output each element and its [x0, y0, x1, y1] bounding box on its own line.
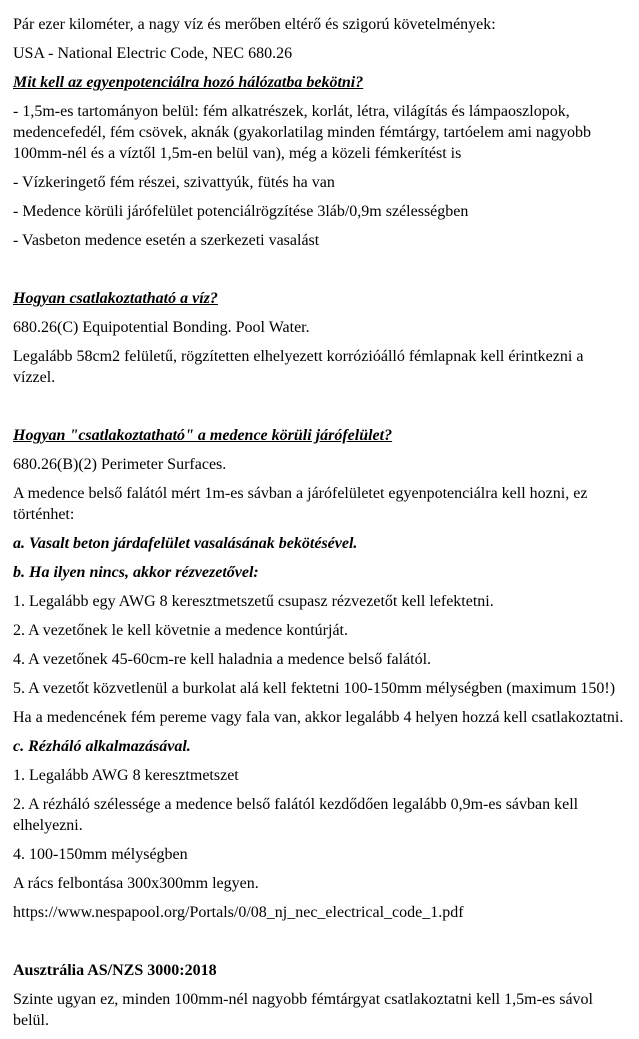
option-c-item-1: 1. Legalább AWG 8 keresztmetszet [13, 767, 239, 784]
code-680-26-c: 680.26(C) Equipotential Bonding. Pool Water. [13, 319, 310, 336]
bullet-range-items: - 1,5m-es tartományon belül: fém alkatrészek, korlát, létra, világítás és lámpaoszlopok, medencefedél, fém csövek, aknák (gyakorlatilag minden fémtárgy, tartóelem ami nagyobb 100mm-nél és a víztől 1,5m-en belül van), még a közeli fémkerítést is [13, 103, 591, 162]
bullet-reinforced-concrete: - Vasbeton medence esetén a szerkezeti vasalást [13, 232, 320, 249]
usa-code-line: USA - National Electric Code, NEC 680.26 [13, 45, 293, 62]
option-a-heading: a. Vasalt beton járdafelület vasalásának bekötésével. [13, 535, 358, 552]
blank-line [13, 396, 626, 417]
blank-line [13, 931, 626, 952]
heading-how-connect-water: Hogyan csatlakoztatható a víz? [13, 290, 218, 307]
heading-how-connect-perimeter: Hogyan "csatlakoztatható" a medence körüli járófelület? [13, 427, 393, 444]
blank-line [13, 259, 626, 280]
source-url-text: https://www.nespapool.org/Portals/0/08_nj_nec_electrical_code_1.pdf [13, 904, 464, 921]
australia-heading: Ausztrália AS/NZS 3000:2018 [13, 962, 217, 979]
option-c-item-4: 4. 100-150mm mélységben [13, 846, 188, 863]
water-plate-requirement: Legalább 58cm2 felületű, rögzítetten elhelyezett korrózióálló fémlapnak kell érintkezni a vízzel. [13, 348, 584, 386]
metal-rim-note: Ha a medencének fém pereme vagy fala van, akkor legalább 4 helyen hozzá kell csatlakoztatni. [13, 709, 624, 726]
option-c-item-2: 2. A rézháló szélessége a medence belső falától kezdődően legalább 0,9m-es sávban kell elhelyezni. [13, 796, 579, 834]
option-b-item-1: 1. Legalább egy AWG 8 keresztmetszetű csupasz rézvezetőt kell lefektetni. [13, 593, 494, 610]
australia-note: Szinte ugyan ez, minden 100mm-nél nagyobb fémtárgyat csatlakoztatni kell 1,5m-es sávol belül. [13, 991, 593, 1029]
option-b-heading: b. Ha ilyen nincs, akkor rézvezetővel: [13, 564, 259, 581]
option-c-heading: c. Rézháló alkalmazásával. [13, 738, 191, 755]
perimeter-band-rule: A medence belső falától mért 1m-es sávban a járófelületet egyenpotenciálra kell hozni, ez történhet: [13, 485, 588, 523]
option-b-item-4: 4. A vezetőnek 45-60cm-re kell haladnia a medence belső falától. [13, 651, 432, 668]
option-b-item-2: 2. A vezetőnek le kell követnie a medence kontúrját. [13, 622, 348, 639]
intro-line: Pár ezer kilométer, a nagy víz és merőben eltérő és szigorú követelmények: [13, 16, 496, 33]
heading-what-to-bond: Mit kell az egyenpotenciálra hozó hálózatba bekötni? [13, 74, 364, 91]
bullet-water-circulation: - Vízkeringető fém részei, szivattyúk, fütés ha van [13, 174, 335, 191]
code-680-26-b2: 680.26(B)(2) Perimeter Surfaces. [13, 456, 227, 473]
bullet-perimeter-fixing: - Medence körüli járófelület potenciálrögzítése 3láb/0,9m szélességben [13, 203, 469, 220]
grid-resolution-note: A rács felbontása 300x300mm legyen. [13, 875, 259, 892]
option-b-item-5: 5. A vezetőt közvetlenül a burkolat alá kell fektetni 100-150mm mélységben (maximum 150!) [13, 680, 616, 697]
